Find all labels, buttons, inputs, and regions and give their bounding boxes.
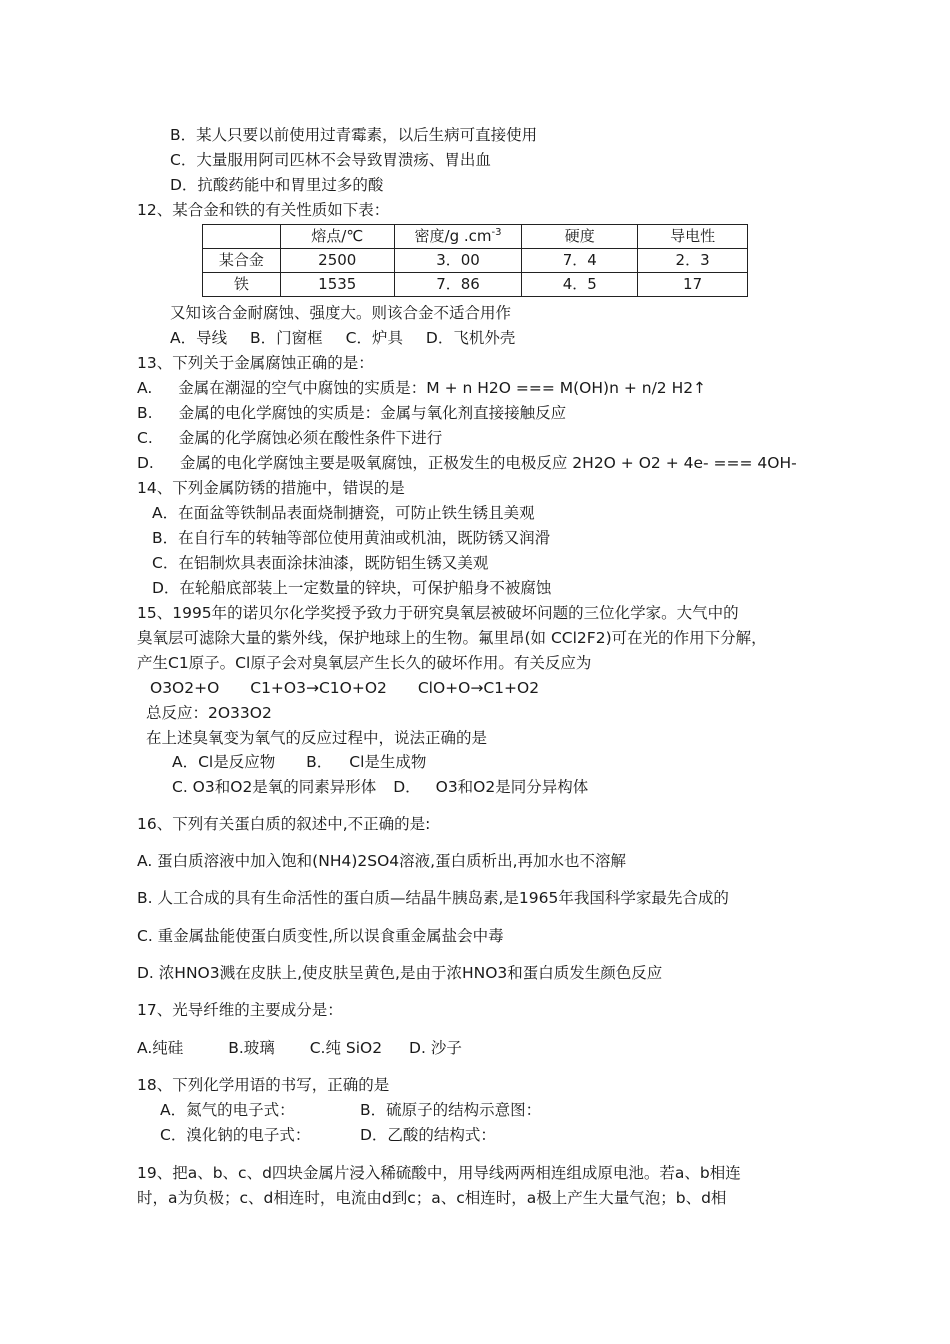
q16-stem: 16、下列有关蛋白质的叙述中,不正确的是: <box>137 815 431 833</box>
table-cell: 2500 <box>280 249 394 273</box>
q12-option-c: C．炉具 <box>345 329 403 347</box>
q15-option-b-text: Cl是生成物 <box>349 753 427 771</box>
q11-option-b: B．某人只要以前使用过青霉素，以后生病可直接使用 <box>170 126 538 144</box>
reaction-equation: C1+O3→C1O+O2 <box>250 679 387 697</box>
density-unit: 密度/g .cm <box>414 227 492 245</box>
q14-option-c: C．在铝制炊具表面涂抹油漆，既防铝生锈又美观 <box>152 554 489 572</box>
table-cell: 2．3 <box>638 249 748 273</box>
option-text: 金属的电化学腐蚀主要是吸氧腐蚀，正极发生的电极反应 2H2O + O2 + 4e- === 4OH- <box>179 454 797 472</box>
option-label: C. <box>137 429 153 447</box>
option-text: 金属的电化学腐蚀的实质是：金属与氧化剂直接接触反应 <box>178 404 567 422</box>
table-header-cell <box>394 225 522 249</box>
q19-line-2: 时，a为负极；c、d相连时，电流由d到c；a、c相连时，a极上产生大量气泡；b、d相 <box>137 1189 727 1207</box>
table-header-cell: 硬度 <box>522 225 638 249</box>
table-header-cell: 熔点/℃ <box>280 225 394 249</box>
q17-option-d: D. 沙子 <box>409 1039 462 1057</box>
table-cell: 7．86 <box>394 273 522 297</box>
q15-option-a: A．Cl是反应物 <box>172 753 276 771</box>
q12-property-table <box>202 224 748 297</box>
table-cell: 4．5 <box>522 273 638 297</box>
q18-stem: 18、下列化学用语的书写，正确的是 <box>137 1076 390 1094</box>
q17-option-a: A.纯硅 <box>137 1039 184 1057</box>
q17-options <box>137 1037 462 1059</box>
q18-option-c: C．溴化钠的电子式： <box>160 1126 311 1144</box>
q15-option-d-text: O3和O2是同分异构体 <box>435 778 589 796</box>
q15-line-2: 臭氧层可滤除大量的紫外线，保护地球上的生物。氟里昂(如 CCl2F2)可在光的作用下分解， <box>137 629 767 647</box>
table-cell: 3．00 <box>394 249 522 273</box>
option-label: A. <box>137 379 153 397</box>
q18-option-b: B．硫原子的结构示意图： <box>360 1101 542 1119</box>
q16-option-b: B. 人工合成的具有生命活性的蛋白质—结晶牛胰岛素,是1965年我国科学家最先合成的 <box>137 889 729 907</box>
q17-stem: 17、光导纤维的主要成分是： <box>137 1001 343 1019</box>
q13-option-c <box>137 427 442 449</box>
q14-option-d: D．在轮船底部装上一定数量的锌块，可保护船身不被腐蚀 <box>152 579 552 597</box>
q19-line-1: 19、把a、b、c、d四块金属片浸入稀硫酸中，用导线两两相连组成原电池。若a、b相连 <box>137 1164 741 1182</box>
table-cell: 铁 <box>203 273 281 297</box>
table-header-row <box>203 225 748 249</box>
q15-equations <box>150 677 539 699</box>
q11-option-c: C．大量服用阿司匹林不会导致胃溃疡、胃出血 <box>170 151 491 169</box>
q13-option-b <box>137 402 566 424</box>
q17-option-b: B.玻璃 <box>228 1039 275 1057</box>
q15-option-c: C. O3和O2是氧的同素异形体 <box>172 778 377 796</box>
q14-stem: 14、下列金属防锈的措施中，错误的是 <box>137 479 405 497</box>
q11-option-d: D．抗酸药能中和胃里过多的酸 <box>170 176 384 194</box>
q15-line-1: 15、1995年的诺贝尔化学奖授予致力于研究臭氧层被破坏问题的三位化学家。大气中的 <box>137 604 739 622</box>
table-cell: 17 <box>638 273 748 297</box>
q16-option-a: A. 蛋白质溶液中加入饱和(NH4)2SO4溶液,蛋白质析出,再加水也不溶解 <box>137 852 627 870</box>
table-header-cell: 导电性 <box>638 225 748 249</box>
q12-stem: 12、某合金和铁的有关性质如下表： <box>137 201 390 219</box>
table-header-cell <box>203 225 281 249</box>
reaction-equation: O3O2+O <box>150 679 220 697</box>
q14-option-a: A．在面盆等铁制品表面烧制搪瓷，可防止铁生锈且美观 <box>152 504 535 522</box>
q12-option-a: A．导线 <box>170 329 228 347</box>
q12-options <box>170 327 533 349</box>
q16-option-d: D. 浓HNO3溅在皮肤上,使皮肤呈黄色,是由于浓HNO3和蛋白质发生颜色反应 <box>137 964 663 982</box>
reaction-equation: ClO+O→C1+O2 <box>417 679 540 697</box>
table-cell: 某合金 <box>203 249 281 273</box>
option-text: 金属在潮湿的空气中腐蚀的实质是：M + n H2O === M(OH)n + n/2 H2↑ <box>178 379 707 397</box>
table-row <box>203 273 748 297</box>
table-row <box>203 249 748 273</box>
q13-stem: 13、下列关于金属腐蚀正确的是： <box>137 354 374 372</box>
q15-options-cd <box>172 776 588 798</box>
option-label: D. <box>137 454 154 472</box>
q15-options-ab <box>172 751 426 773</box>
q17-option-c: C.纯 SiO2 <box>309 1039 383 1057</box>
table-cell: 1535 <box>280 273 394 297</box>
option-text: 金属的化学腐蚀必须在酸性条件下进行 <box>178 429 443 447</box>
table-cell: 7．4 <box>522 249 638 273</box>
option-label: B. <box>137 404 153 422</box>
q13-option-d <box>137 452 797 474</box>
q12-note: 又知该合金耐腐蚀、强度大。则该合金不适合用作 <box>170 304 512 322</box>
q15-option-d-label: D． <box>393 778 421 796</box>
q18-option-a: A．氮气的电子式： <box>160 1101 295 1119</box>
q15-question: 在上述臭氧变为氧气的反应过程中，说法正确的是 <box>146 729 488 747</box>
q15-option-b-label: B． <box>306 753 333 771</box>
density-unit-exponent: -3 <box>491 227 502 238</box>
q16-option-c: C. 重金属盐能使蛋白质变性,所以误食重金属盐会中毒 <box>137 927 504 945</box>
q14-option-b: B．在自行车的转轴等部位使用黄油或机油，既防锈又润滑 <box>152 529 551 547</box>
q12-option-d: D．飞机外壳 <box>425 329 516 347</box>
q18-option-d: D．乙酸的结构式： <box>360 1126 496 1144</box>
q15-total-reaction: 总反应：2O33O2 <box>146 704 272 722</box>
q13-option-a <box>137 377 706 399</box>
q12-option-b: B．门窗框 <box>250 329 323 347</box>
q15-line-3: 产生C1原子。Cl原子会对臭氧层产生长久的破坏作用。有关反应为 <box>137 654 592 672</box>
